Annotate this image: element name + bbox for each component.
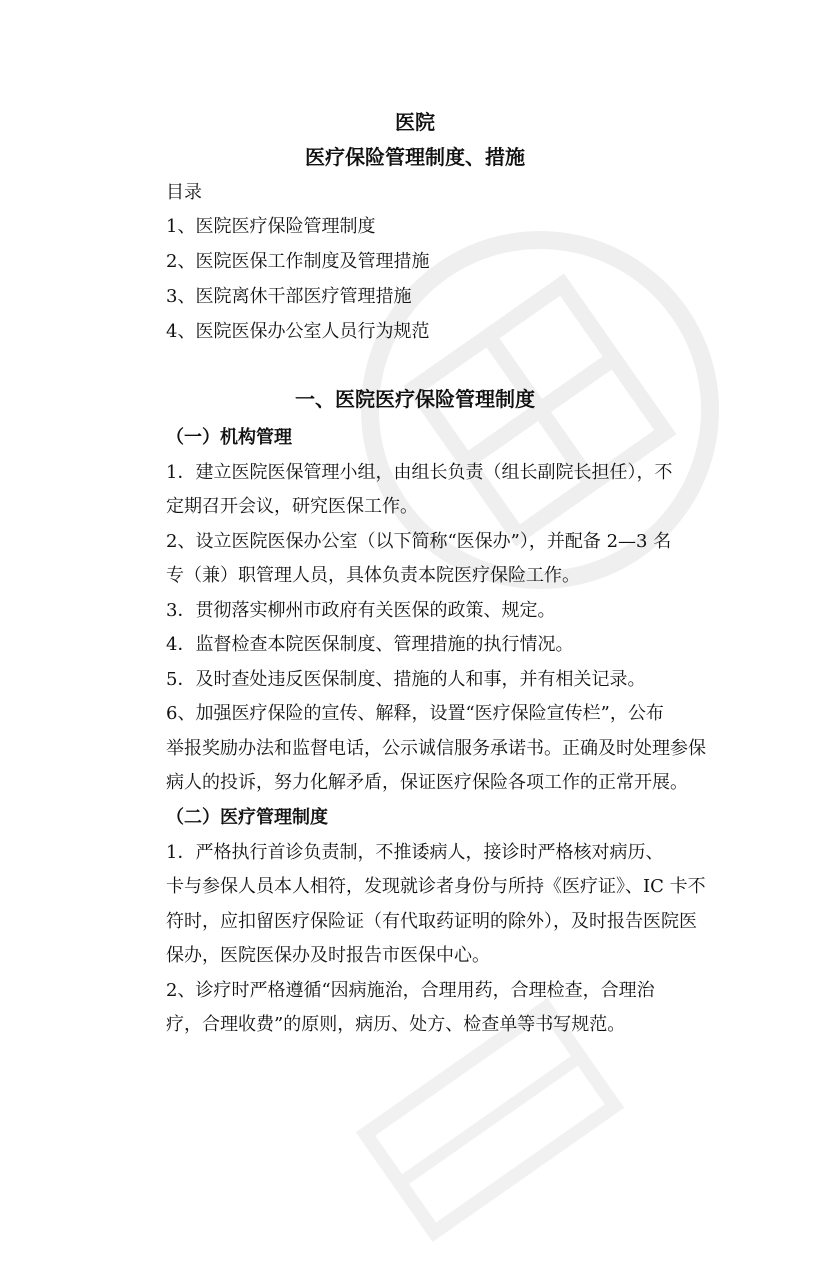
paragraph-line: 4．监督检查本院医保制度、管理措施的执行情况。 [166,634,574,655]
toc-item: 1、医院医疗保险管理制度 [166,216,376,237]
paragraph-line: 1．建立医院医保管理小组，由组长负责（组长副院长担任），不 [166,462,673,483]
document-title-line2: 医疗保险管理制度、措施 [305,145,525,169]
paragraph-line: 举报奖励办法和监督电话，公示诚信服务承诺书。正确及时处理参保 [166,738,706,759]
paragraph-line: 符时，应扣留医疗保险证（有代取药证明的除外），及时报告医院医 [166,911,697,932]
section-heading: 一、医院医疗保险管理制度 [295,387,535,411]
paragraph-line: 2、设立医院医保办公室（以下简称“医保办”），并配备 2—3 名 [166,531,672,552]
paragraph-line: 卡与参保人员本人相符，发现就诊者身份与所持《医疗证》、IC 卡不 [166,876,706,897]
document-title-line1: 医院 [395,110,435,134]
paragraph-line: 3．贯彻落实柳州市政府有关医保的政策、规定。 [166,600,556,621]
toc-item: 2、医院医保工作制度及管理措施 [166,251,430,272]
paragraph-line: 专（兼）职管理人员，具体负责本院医疗保险工作。 [166,565,580,586]
paragraph-line: 定期召开会议，研究医保工作。 [166,496,418,517]
subsection-heading: （二）医疗管理制度 [166,807,328,828]
toc-item: 4、医院医保办公室人员行为规范 [166,321,430,342]
paragraph-line: 病人的投诉，努力化解矛盾，保证医疗保险各项工作的正常开展。 [166,772,688,793]
paragraph-line: 1．严格执行首诊负责制，不推诿病人，接诊时严格核对病历、 [166,842,664,863]
toc-item: 3、医院离休干部医疗管理措施 [166,286,412,307]
paragraph-line: 疗，合理收费”的原则，病历、处方、检查单等书写规范。 [166,1014,626,1035]
paragraph-line: 保办，医院医保办及时报告市医保中心。 [166,945,490,966]
paragraph-line: 6、加强医疗保险的宣传、解释，设置“医疗保险宣传栏”，公布 [166,703,664,724]
toc-label: 目录 [166,182,202,203]
subsection-heading: （一）机构管理 [166,427,292,448]
paragraph-line: 2、诊疗时严格遵循“因病施治，合理用药，合理检查，合理治 [166,980,655,1001]
paragraph-line: 5．及时查处违反医保制度、措施的人和事，并有相关记录。 [166,669,646,690]
